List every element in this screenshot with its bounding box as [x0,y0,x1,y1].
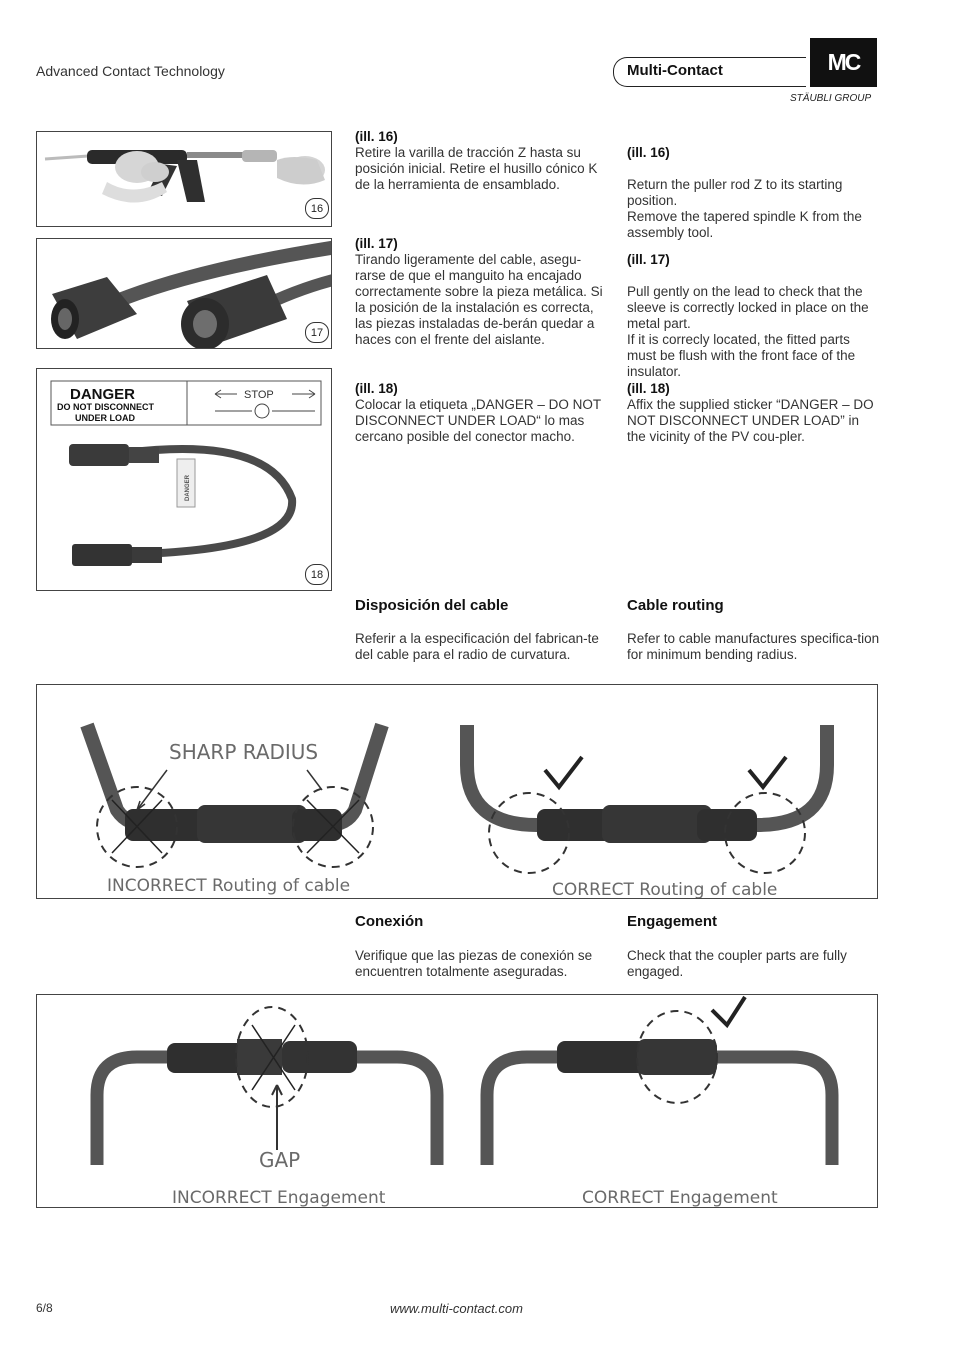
ill18-text-en [627,381,877,445]
ill16-title-en: (ill. 16) [627,145,670,160]
ill16-text-en [627,129,877,241]
engagement-heading-es: Conexión [355,913,424,930]
sticker-text: DANGER [185,474,191,501]
ill17-body-en: Pull gently on the lead to check that the sleeve is correctly locked in place on the metal part. If it is correcly located, the fitted parts must be flush with the front face of the insulator. [627,284,869,379]
ill17-text-en [627,236,877,380]
danger-label-title: DANGER [70,386,136,403]
mc-logo: MC [810,38,877,87]
brand-name: Multi-Contact [627,62,723,79]
ill17-title-es: (ill. 17) [355,236,398,251]
engagement-heading-en: Engagement [627,913,718,930]
routing-incorrect-caption: INCORRECT Routing of cable [107,876,351,896]
figure-number-17: 17 [305,322,329,343]
ill16-body-en: Return the puller rod Z to its starting position. Remove the tapered spindle K from the assembly tool. [627,177,862,240]
cable-routing-heading-es: Disposición del cable [355,597,509,614]
routing-figure [36,684,878,899]
danger-label-photo [37,369,332,591]
ill17-body-es: Tirando ligeramente del cable, asegu-rarse de que el manguito ha encajado correctamente sobre la pieza metálica. Si la posición de la instalación es correcta, las piezas instaladas de-berán quedar a haces con el frente del aislante. [355,252,603,347]
routing-correct-caption: CORRECT Routing of cable [552,880,778,899]
engagement-correct-caption: CORRECT Engagement [582,1188,778,1208]
engagement-incorrect-caption: INCORRECT Engagement [172,1188,386,1208]
cable-routing-text-en: Refer to cable manufactures specifica-tion for minimum bending radius. [627,631,880,662]
engagement-figure [36,994,878,1208]
figure-number-16: 16 [305,198,329,219]
stop-text: STOP [244,389,274,401]
ill16-title-es: (ill. 16) [355,129,398,144]
engagement-text-en: Check that the coupler parts are fully engaged. [627,948,847,979]
ill16-body-es: Retire la varilla de tracción Z hasta su posición inicial. Retire el husillo cónico K de la herramienta de ensamblado. [355,145,598,192]
cable-routing-text-es: Referir a la especificación del fabrican-te del cable para el radio de curvatura. [355,631,599,662]
ill16-text-es [355,129,610,193]
ill18-title-es: (ill. 18) [355,381,398,396]
engagement-text-es: Verifique que las piezas de conexión se encuentren totalmente aseguradas. [355,948,593,979]
sharp-radius-label: SHARP RADIUS [169,740,319,764]
ill18-title-en: (ill. 18) [627,381,670,396]
website-link[interactable]: www.multi-contact.com [390,1301,523,1316]
ill17-text-es [355,236,610,348]
header-tagline: Advanced Contact Technology [36,63,225,79]
connector-pair-photo [37,239,332,349]
ill17-title-en: (ill. 17) [627,252,670,267]
illustration-16 [36,131,332,227]
ill18-body-en: Affix the supplied sticker “DANGER – DO NOT DISCONNECT UNDER LOAD” in the vicinity of the PV cou-pler. [627,397,874,444]
gap-label: GAP [259,1148,301,1172]
danger-label-line1: DO NOT DISCONNECT [57,402,155,412]
cable-routing-heading-en: Cable routing [627,597,724,614]
ill18-text-es [355,381,605,445]
engagement-diagram [37,995,878,1208]
group-name: STÄUBLI GROUP [790,93,872,104]
illustration-17 [36,238,332,349]
routing-diagram [37,685,878,899]
figure-number-18: 18 [305,564,329,585]
illustration-18 [36,368,332,591]
danger-label-line2: UNDER LOAD [75,413,135,423]
assembly-tool-photo [37,132,332,227]
ill18-body-es: Colocar la etiqueta „DANGER – DO NOT DISCONNECT UNDER LOAD“ lo mas cercano posible del conector macho. [355,397,601,444]
page-number: 6/8 [36,1301,53,1315]
